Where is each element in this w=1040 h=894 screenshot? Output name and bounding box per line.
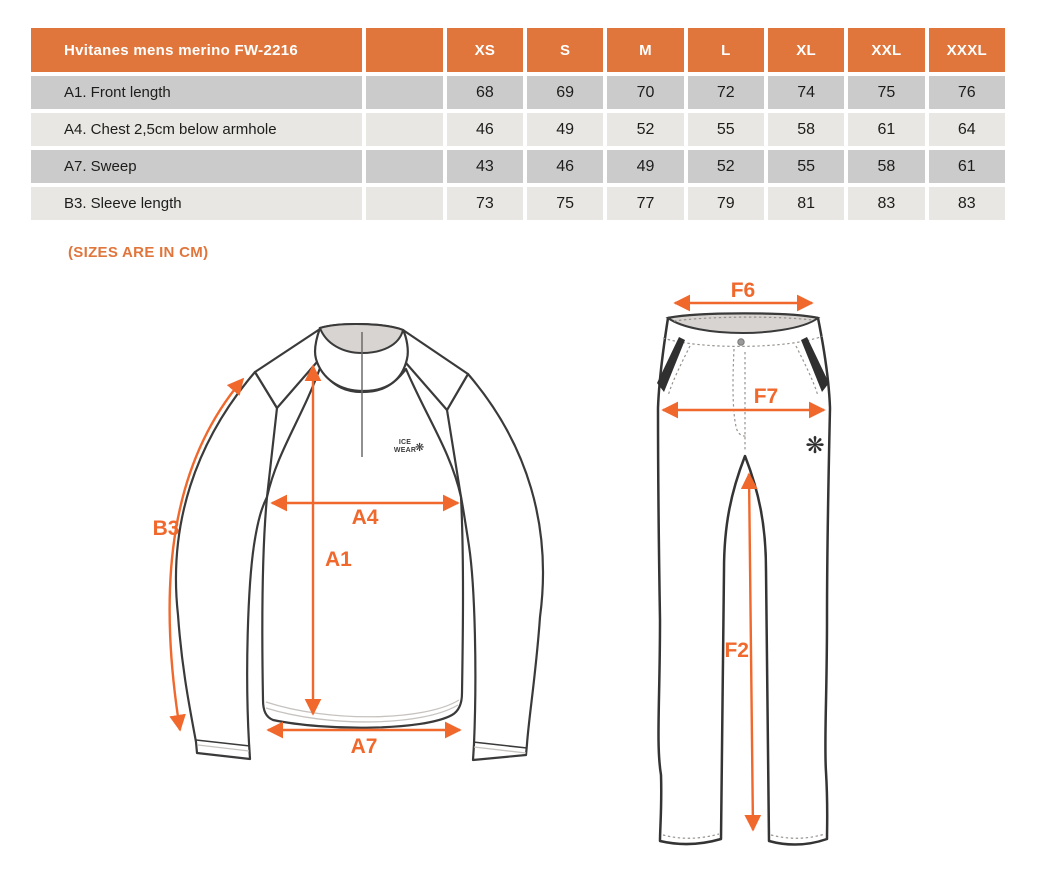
size-value: 52 [688, 150, 764, 183]
sizes-note: (SIZES ARE IN CM) [68, 244, 209, 261]
a7-label: A7 [350, 735, 378, 758]
size-col-header: M [607, 28, 683, 72]
size-value: 61 [929, 150, 1005, 183]
size-value: 43 [447, 150, 523, 183]
table-row [31, 76, 1005, 109]
size-value: 64 [929, 113, 1005, 146]
table-row [31, 150, 1005, 183]
size-value: 83 [848, 187, 924, 220]
measure-label: A1. Front length [31, 76, 362, 109]
size-value: 46 [447, 113, 523, 146]
measure-label: A7. Sweep [31, 150, 362, 183]
size-col-header: L [688, 28, 764, 72]
size-value: 72 [688, 76, 764, 109]
size-value: 58 [848, 150, 924, 183]
snowflake-icon: ❋ [415, 441, 425, 454]
size-value: 49 [527, 113, 603, 146]
f2-arrow [749, 474, 753, 830]
blank-cell [366, 187, 442, 220]
svg-text:ICE: ICE [398, 439, 412, 446]
product-title: Hvitanes mens merino FW-2216 [31, 28, 362, 72]
blank-cell [366, 113, 442, 146]
snowflake-icon: ❋ [805, 433, 825, 459]
size-value: 83 [929, 187, 1005, 220]
blank-cell [366, 150, 442, 183]
pants-body [658, 314, 830, 845]
measurement-diagrams [0, 276, 1040, 894]
size-col-header: XL [768, 28, 844, 72]
measure-label: A4. Chest 2,5cm below armhole [31, 113, 362, 146]
blank-cell [366, 76, 442, 109]
table-row [31, 187, 1005, 220]
size-value: 73 [447, 187, 523, 220]
size-value: 77 [607, 187, 683, 220]
f2-label: F2 [724, 639, 749, 662]
a4-label: A4 [351, 506, 379, 529]
size-value: 75 [527, 187, 603, 220]
size-value: 55 [688, 113, 764, 146]
size-value: 52 [607, 113, 683, 146]
size-value: 46 [527, 150, 603, 183]
blank-header-cell [366, 28, 442, 72]
size-value: 69 [527, 76, 603, 109]
shirt-diagram [153, 324, 543, 760]
size-value: 55 [768, 150, 844, 183]
pants-diagram [657, 279, 830, 845]
size-value: 70 [607, 76, 683, 109]
size-value: 49 [607, 150, 683, 183]
size-value: 81 [768, 187, 844, 220]
a1-label: A1 [325, 548, 352, 571]
size-value: 74 [768, 76, 844, 109]
size-value: 79 [688, 187, 764, 220]
svg-text:WEAR: WEAR [393, 447, 417, 454]
brand-logo [394, 439, 424, 454]
size-value: 61 [848, 113, 924, 146]
size-col-header: XXXL [929, 28, 1005, 72]
size-value: 75 [848, 76, 924, 109]
f6-label: F6 [730, 279, 756, 302]
shirt-left-sleeve [176, 372, 277, 759]
waist-button [738, 339, 744, 345]
size-table [27, 24, 1009, 224]
f7-label: F7 [753, 385, 779, 408]
measure-label: B3. Sleeve length [31, 187, 362, 220]
size-value: 76 [929, 76, 1005, 109]
size-col-header: XS [447, 28, 523, 72]
size-col-header: S [527, 28, 603, 72]
size-value: 68 [447, 76, 523, 109]
size-col-header: XXL [848, 28, 924, 72]
size-value: 58 [768, 113, 844, 146]
table-header-row [31, 28, 1005, 72]
b3-label: B3 [152, 517, 180, 540]
table-row [31, 113, 1005, 146]
